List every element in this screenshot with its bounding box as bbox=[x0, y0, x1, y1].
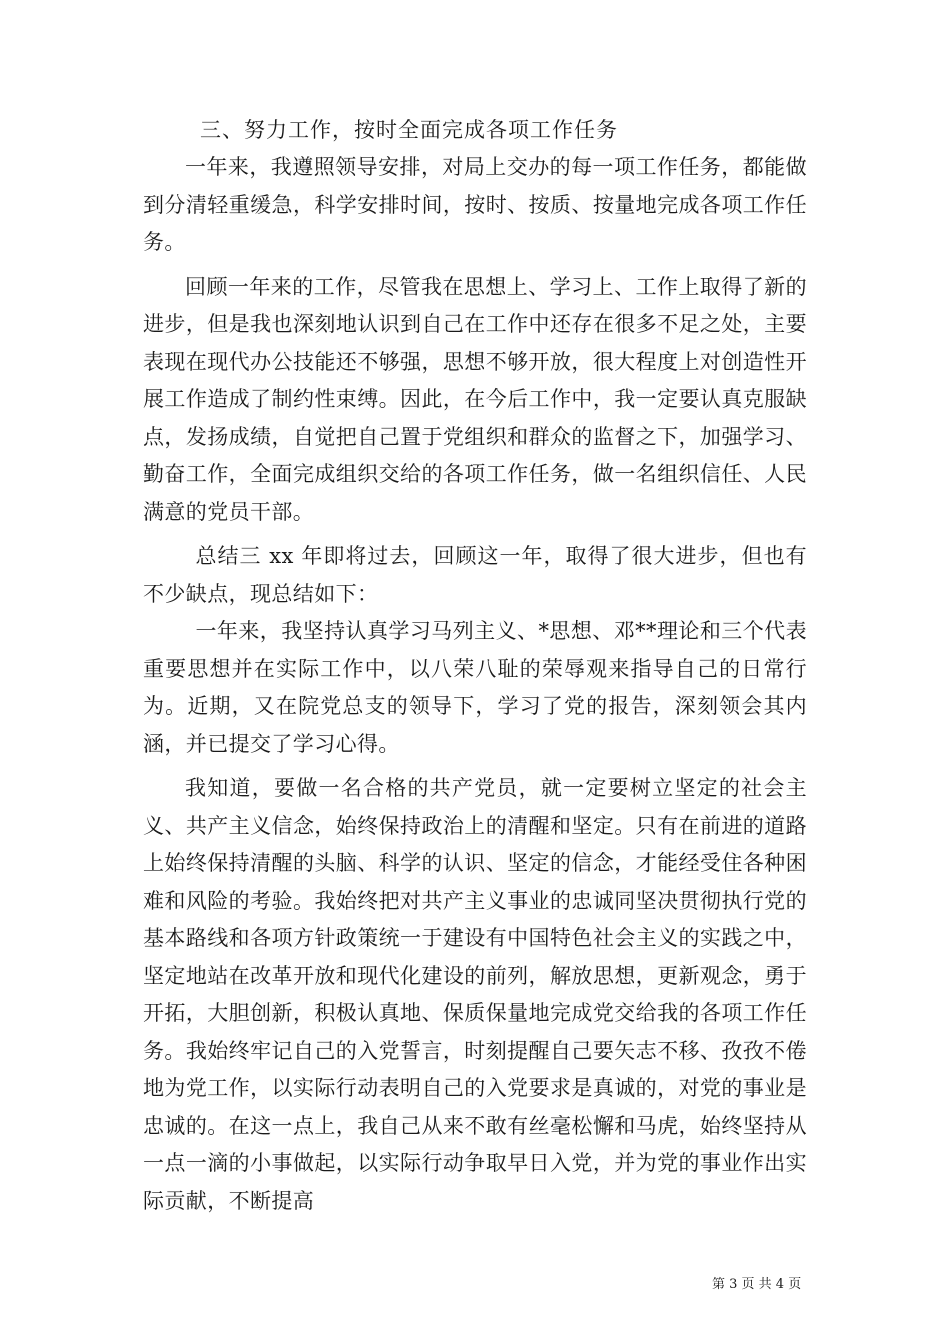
document-body bbox=[143, 112, 807, 1220]
section-heading: 三、努力工作，按时全面完成各项工作任务 bbox=[200, 118, 618, 142]
paragraph-belief: 我知道，要做一名合格的共产党员，就一定要树立坚定的社会主义、共产主义信念，始终保持政治上的清醒和坚定。只有在前进的道路上始终保持清醒的头脑、科学的认识、坚定的信念，才能经受住各种困难和风险的考验。我始终把对共产主义事业的忠诚同坚决贯彻执行党的基本路线和各项方针政策统一于建设有中国特色社会主义的实践之中，坚定地站在改革开放和现代化建设的前列，解放思想，更新观念，勇于开拓，大胆创新，积极认真地、保质保量地完成党交给我的各项工作任务。我始终牢记自己的入党誓言，时刻提醒自己要矢志不移、孜孜不倦地为党工作，以实际行动表明自己的入党要求是真诚的，对党的事业是忠诚的。在这一点上，我自己从来不敢有丝毫松懈和马虎，始终坚持从一点一滴的小事做起，以实际行动争取早日入党，并为党的事业作出实际贡献，不断提高 bbox=[143, 776, 807, 1213]
paragraph-study: 一年来，我坚持认真学习马列主义、*思想、邓**理论和三个代表重要思想并在实际工作中，以八荣八耻的荣辱观来指导自己的日常行为。近期，又在院党总支的领导下，学习了党的报告，深刻领会其内涵，并已提交了学习心得。 bbox=[143, 619, 807, 756]
paragraph-review: 回顾一年来的工作，尽管我在思想上、学习上、工作上取得了新的进步，但是我也深刻地认识到自己在工作中还存在很多不足之处，主要表现在现代办公技能还不够强，思想不够开放，很大程度上对创造性开展工作造成了制约性束缚。因此，在今后工作中，我一定要认真克服缺点，发扬成绩，自觉把自己置于党组织和群众的监督之下，加强学习、勤奋工作，全面完成组织交给的各项工作任务，做一名组织信任、人民满意的党员干部。 bbox=[143, 274, 807, 524]
page-number: 第 3 页 共 4 页 bbox=[712, 1277, 802, 1292]
paragraph-summary-intro: 总结三 xx 年即将过去，回顾这一年，取得了很大进步，但也有不少缺点，现总结如下： bbox=[143, 544, 807, 606]
paragraph-work-tasks: 一年来，我遵照领导安排，对局上交办的每一项工作任务，都能做到分清轻重缓急，科学安排时间，按时、按质、按量地完成各项工作任务。 bbox=[143, 155, 807, 254]
